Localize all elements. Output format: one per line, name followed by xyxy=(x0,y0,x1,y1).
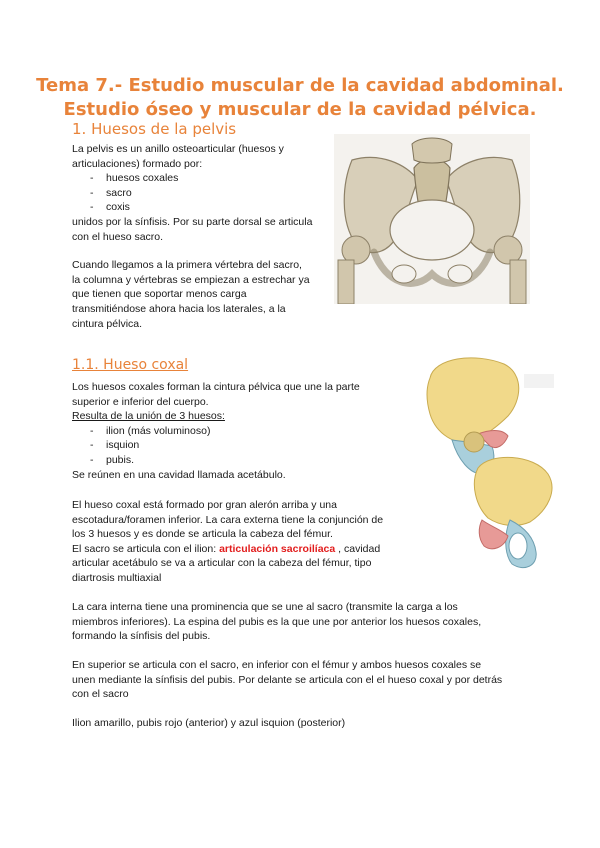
section-heading-hueso-coxal: 1.1. Hueso coxal xyxy=(72,357,189,373)
list-item: - huesos coxales xyxy=(72,171,332,186)
text-line: El hueso coxal está formado por gran alerón arriba y una xyxy=(72,499,337,511)
text-line: con el sacro xyxy=(72,688,129,701)
title-line-2: Estudio óseo y muscular de la cavidad pélvica. xyxy=(63,99,537,120)
section2-para5 xyxy=(72,716,542,731)
text-line: formando la sínfisis del pubis. xyxy=(72,630,211,643)
section2-para4 xyxy=(72,658,542,702)
text-line: En superior se articula con el sacro, en inferior con el fémur y ambos huesos coxales se xyxy=(72,659,482,671)
coxal-bone-illustration xyxy=(412,350,560,576)
section1-text xyxy=(72,142,332,331)
text-span: El sacro se articula con el ilion: xyxy=(72,542,217,555)
text-line: la columna y vértebras se empiezan a estrechar ya xyxy=(72,273,310,286)
text-line: superior e inferior del cuerpo. xyxy=(72,395,209,408)
text-line: articulaciones) formado por: xyxy=(72,157,203,170)
page-title xyxy=(30,74,570,122)
list-item: - isquion xyxy=(72,438,412,453)
list-item: - pubis. xyxy=(72,453,412,468)
text-line: unidos por la sínfisis. Por su parte dorsal se articula xyxy=(72,215,313,228)
list-item: - sacro xyxy=(72,186,332,201)
section2-para3 xyxy=(72,600,542,644)
highlight-articulacion-sacroiliaca: articulación sacroilíaca xyxy=(219,542,336,555)
text-span: , cavidad xyxy=(338,542,381,555)
sacro-line xyxy=(72,542,412,557)
section-heading-huesos-pelvis: 1. Huesos de la pelvis xyxy=(72,120,237,138)
section2-para2 xyxy=(72,498,412,586)
coxal-bone-list xyxy=(72,424,412,468)
text-line: unen mediante la sínfisis del pubis. Por delante se articula con el el hueso coxal y por detrás xyxy=(72,673,503,686)
title-line-1: Tema 7.- Estudio muscular de la cavidad abdominal. xyxy=(36,75,564,96)
pelvis-illustration xyxy=(334,134,530,304)
union-label: Resulta de la unión de 3 huesos: xyxy=(72,410,225,423)
text-line: Se reúnen en una cavidad llamada acetábulo. xyxy=(72,468,286,481)
spacer xyxy=(72,244,332,258)
text-line: cintura pélvica. xyxy=(72,317,143,330)
text-line: escotadura/foramen inferior. La cara externa tiene la conjunción de xyxy=(72,513,384,526)
text-line: articular acetábulo se va a articular con la cabeza del fémur, tipo xyxy=(72,557,372,570)
section2-text-top xyxy=(72,380,412,482)
text-line: La pelvis es un anillo osteoarticular (huesos y xyxy=(72,143,284,155)
text-line: con el hueso sacro. xyxy=(72,230,164,243)
text-line: que tienen que soportar menos carga xyxy=(72,288,247,301)
bone-list xyxy=(72,171,332,215)
text-line: transmitiéndose ahora hacia los laterales, a la xyxy=(72,302,286,315)
text-line: La cara interna tiene una prominencia que se une al sacro (transmite la carga a los xyxy=(72,601,458,613)
text-line: Cuando llegamos a la primera vértebra del sacro, xyxy=(72,259,302,272)
text-line: Los huesos coxales forman la cintura pélvica que une la parte xyxy=(72,381,360,393)
text-line: Ilion amarillo, pubis rojo (anterior) y azul isquion (posterior) xyxy=(72,717,346,729)
list-item: - ilion (más voluminoso) xyxy=(72,424,412,439)
list-item: - coxis xyxy=(72,200,332,215)
text-line: diartrosis multiaxial xyxy=(72,571,162,584)
text-line: los 3 huesos y es donde se articula la cabeza del fémur. xyxy=(72,528,333,541)
text-line: miembros inferiores). La espina del pubis es la que une por anterior los huesos coxales, xyxy=(72,615,482,628)
